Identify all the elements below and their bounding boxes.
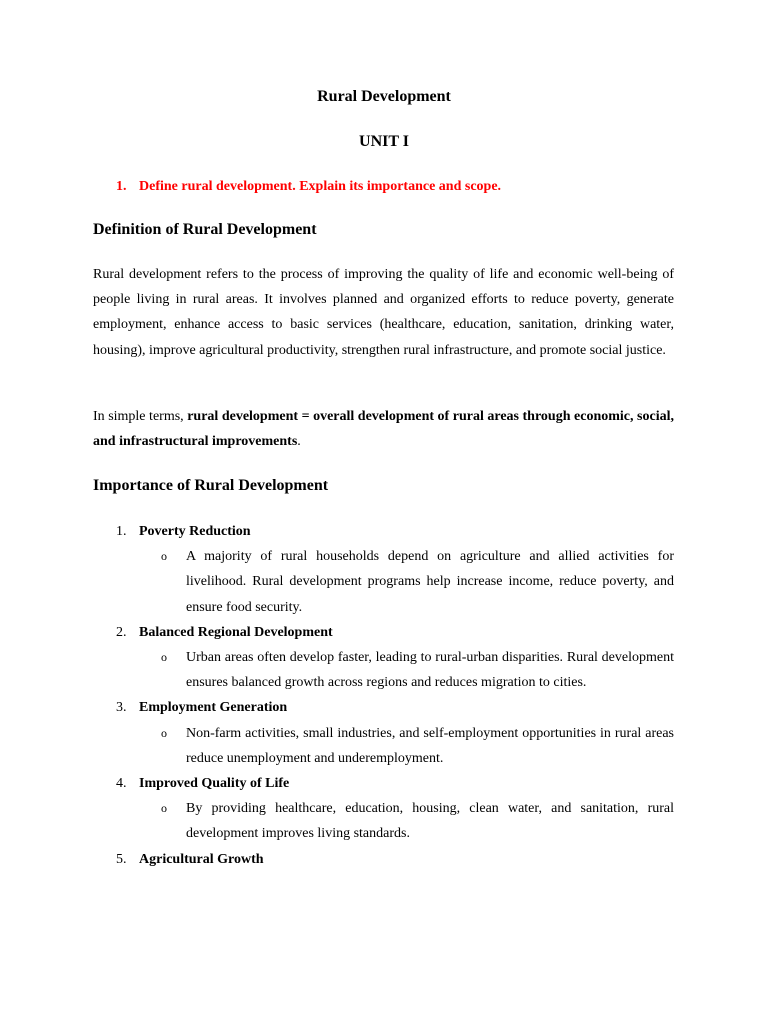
- list-item: [0, 620, 768, 696]
- list-item-header: [0, 695, 768, 720]
- simple-terms-paragraph: [93, 404, 674, 454]
- list-item-title: Employment Generation: [139, 700, 288, 716]
- sub-list: [0, 544, 768, 620]
- simple-terms-prefix: In simple terms,: [93, 409, 188, 424]
- unit-heading: UNIT I: [359, 133, 409, 150]
- sub-list-item-text: Urban areas often develop faster, leading to rural-urban disparities. Rural development ensures balanced growth across regions and reduces migration to cities.: [186, 649, 674, 691]
- list-item-number: 1.: [116, 524, 127, 539]
- list-item-number: 2.: [116, 624, 127, 640]
- question-number: 1.: [116, 179, 127, 194]
- simple-terms-bold: rural development = overall development of rural areas through economic, social, and infrastructural improvements: [93, 409, 674, 450]
- list-item: [0, 519, 768, 620]
- list-item-header: [0, 620, 768, 645]
- sub-list-item: [161, 645, 674, 695]
- question-line: [116, 177, 501, 197]
- sub-list: [0, 796, 768, 846]
- list-item: [0, 695, 768, 771]
- list-item-title: Improved Quality of Life: [139, 775, 290, 791]
- list-item-header: [0, 771, 768, 796]
- simple-terms-suffix: .: [297, 434, 301, 450]
- sub-list-item-text: By providing healthcare, education, housing, clean water, and sanitation, rural development improves living standards.: [186, 801, 674, 842]
- list-item: [0, 771, 768, 847]
- list-item-title: Poverty Reduction: [139, 524, 251, 539]
- sub-list-item: [161, 544, 674, 620]
- list-item-number: 5.: [116, 851, 127, 867]
- importance-heading: Importance of Rural Development: [93, 477, 329, 494]
- list-item: [0, 847, 768, 872]
- circle-bullet-icon: o: [161, 801, 167, 816]
- list-item-header: [0, 519, 768, 544]
- list-item-title: Agricultural Growth: [139, 851, 264, 867]
- document-title: Rural Development: [317, 88, 451, 105]
- question-text: Define rural development. Explain its importance and scope.: [139, 179, 502, 194]
- definition-heading: Definition of Rural Development: [93, 221, 317, 238]
- importance-list: [0, 519, 768, 872]
- circle-bullet-icon: o: [161, 725, 167, 740]
- list-item-title: Balanced Regional Development: [139, 624, 333, 640]
- definition-paragraph: Rural development refers to the process of improving the quality of life and economic well-being of people living in rural areas. It involves planned and organized efforts to reduce poverty, generate employment, enhance access to basic services (healthcare, education, sanitation, drinking water, housing), improve agricultural productivity, strengthen rural infrastructure, and promote social justice.: [93, 267, 674, 358]
- circle-bullet-icon: o: [161, 649, 167, 664]
- sub-list-item: [161, 721, 674, 771]
- sub-list-item-text: A majority of rural households depend on agriculture and allied activities for livelihood. Rural development programs help increase income, reduce poverty, and ensure food security.: [186, 549, 674, 615]
- circle-bullet-icon: o: [161, 549, 167, 564]
- sub-list: [0, 645, 768, 695]
- sub-list-item-text: Non-farm activities, small industries, and self-employment opportunities in rural areas reduce unemployment and underemployment.: [186, 725, 674, 766]
- list-item-number: 4.: [116, 775, 127, 791]
- sub-list-item: [161, 796, 674, 846]
- list-item-number: 3.: [116, 700, 127, 716]
- sub-list: [0, 721, 768, 771]
- list-item-header: [0, 847, 768, 872]
